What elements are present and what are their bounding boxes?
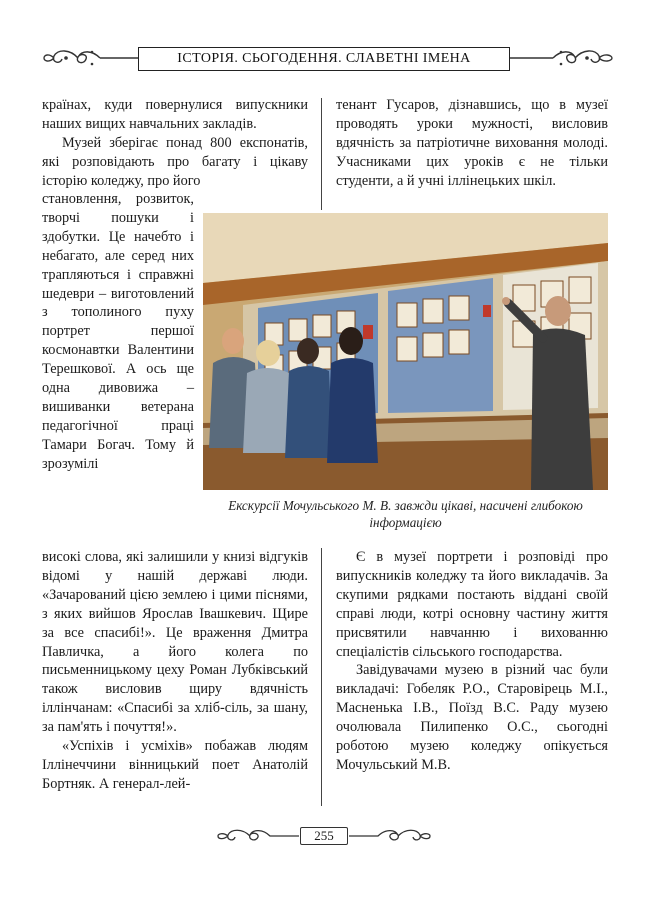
column-divider bbox=[321, 98, 322, 210]
paragraph: Є в музеї портрети і розповіді про випускників коледжу та його викладачів. За скупими рядками постають віддані своїй справі люди, котрі основну частину життя присвятили навчанню і вихованню спеціалістів сільського господарства. bbox=[336, 549, 608, 660]
photo-caption: Екскурсії Мочульського М. В. завжди цікаві, насичені глибокою інформацією bbox=[228, 498, 583, 530]
scroll-ornament-right-icon bbox=[508, 47, 618, 69]
paragraph: становлення, розвиток, творчі пошуки і здобутки. Це начебто і небагато, але серед них трапляються і справжні шедеври – виготовлений з тополиного пуху портрет першої космонавтки Валентини Терешкової. А ось ще одна дивовижа – вишиванки ветерана педагогічної праці Тамари Богач. Тому й зрозумілі bbox=[42, 191, 194, 472]
left-column-wrap-text bbox=[42, 190, 194, 474]
scroll-ornament-footer-right-icon bbox=[348, 826, 433, 846]
left-column-bottom bbox=[42, 548, 308, 794]
section-header-title: ІСТОРІЯ. СЬОГОДЕННЯ. СЛАВЕТНІ ІМЕНА bbox=[138, 47, 510, 71]
column-divider bbox=[321, 548, 322, 806]
left-column-top bbox=[42, 96, 308, 191]
right-column-top bbox=[336, 96, 608, 191]
page-number: 255 bbox=[300, 827, 348, 845]
museum-excursion-photo bbox=[203, 213, 608, 490]
paragraph: тенант Гусаров, дізнавшись, що в музеї проводять уроки мужності, висловив вдячність за патріотичне виховання молоді. Учасниками цих уроків є не тільки студенти, а й учні іллінецьких шкіл. bbox=[336, 97, 608, 189]
paragraph: високі слова, які залишили у книзі відгуків відомі у нашій державі люди. «Зачарований цією землею і цими піснями, з яких вийшов Ярослав Івашкевич. Щире за все спасибі!». Це враження Дмитра Павличка, а його колега по письменницькому цеху Роман Лубківський також висловив щиру вдячність іллінчанам: «Спасибі за хліб-сіль, за шану, за пам'ять і почуття!». bbox=[42, 549, 308, 736]
paragraph: Завідувачами музею в різний час були викладачі: Гобеляк Р.О., Старовірець М.І., Масненька І.В., Поїзд В.С. Раду музею очолювала Пилипенко О.С., сьогодні роботою музею коледжу опікується Мочульський М.В. bbox=[336, 662, 608, 773]
paragraph: країнах, куди повернулися випускники наших вищих навчальних закладів. bbox=[42, 97, 308, 132]
paragraph: Музей зберігає понад 800 експонатів, які розповідають про багату і цікаву історію коледжу, про його bbox=[42, 134, 308, 189]
paragraph: «Успіхів і усміхів» побажав людям Іллінеччини вінницький поет Анатолій Бортняк. А генерал-лей- bbox=[42, 738, 308, 792]
scroll-ornament-footer-left-icon bbox=[215, 826, 300, 846]
scroll-ornament-left-icon bbox=[40, 47, 140, 69]
right-column-bottom bbox=[336, 548, 608, 775]
